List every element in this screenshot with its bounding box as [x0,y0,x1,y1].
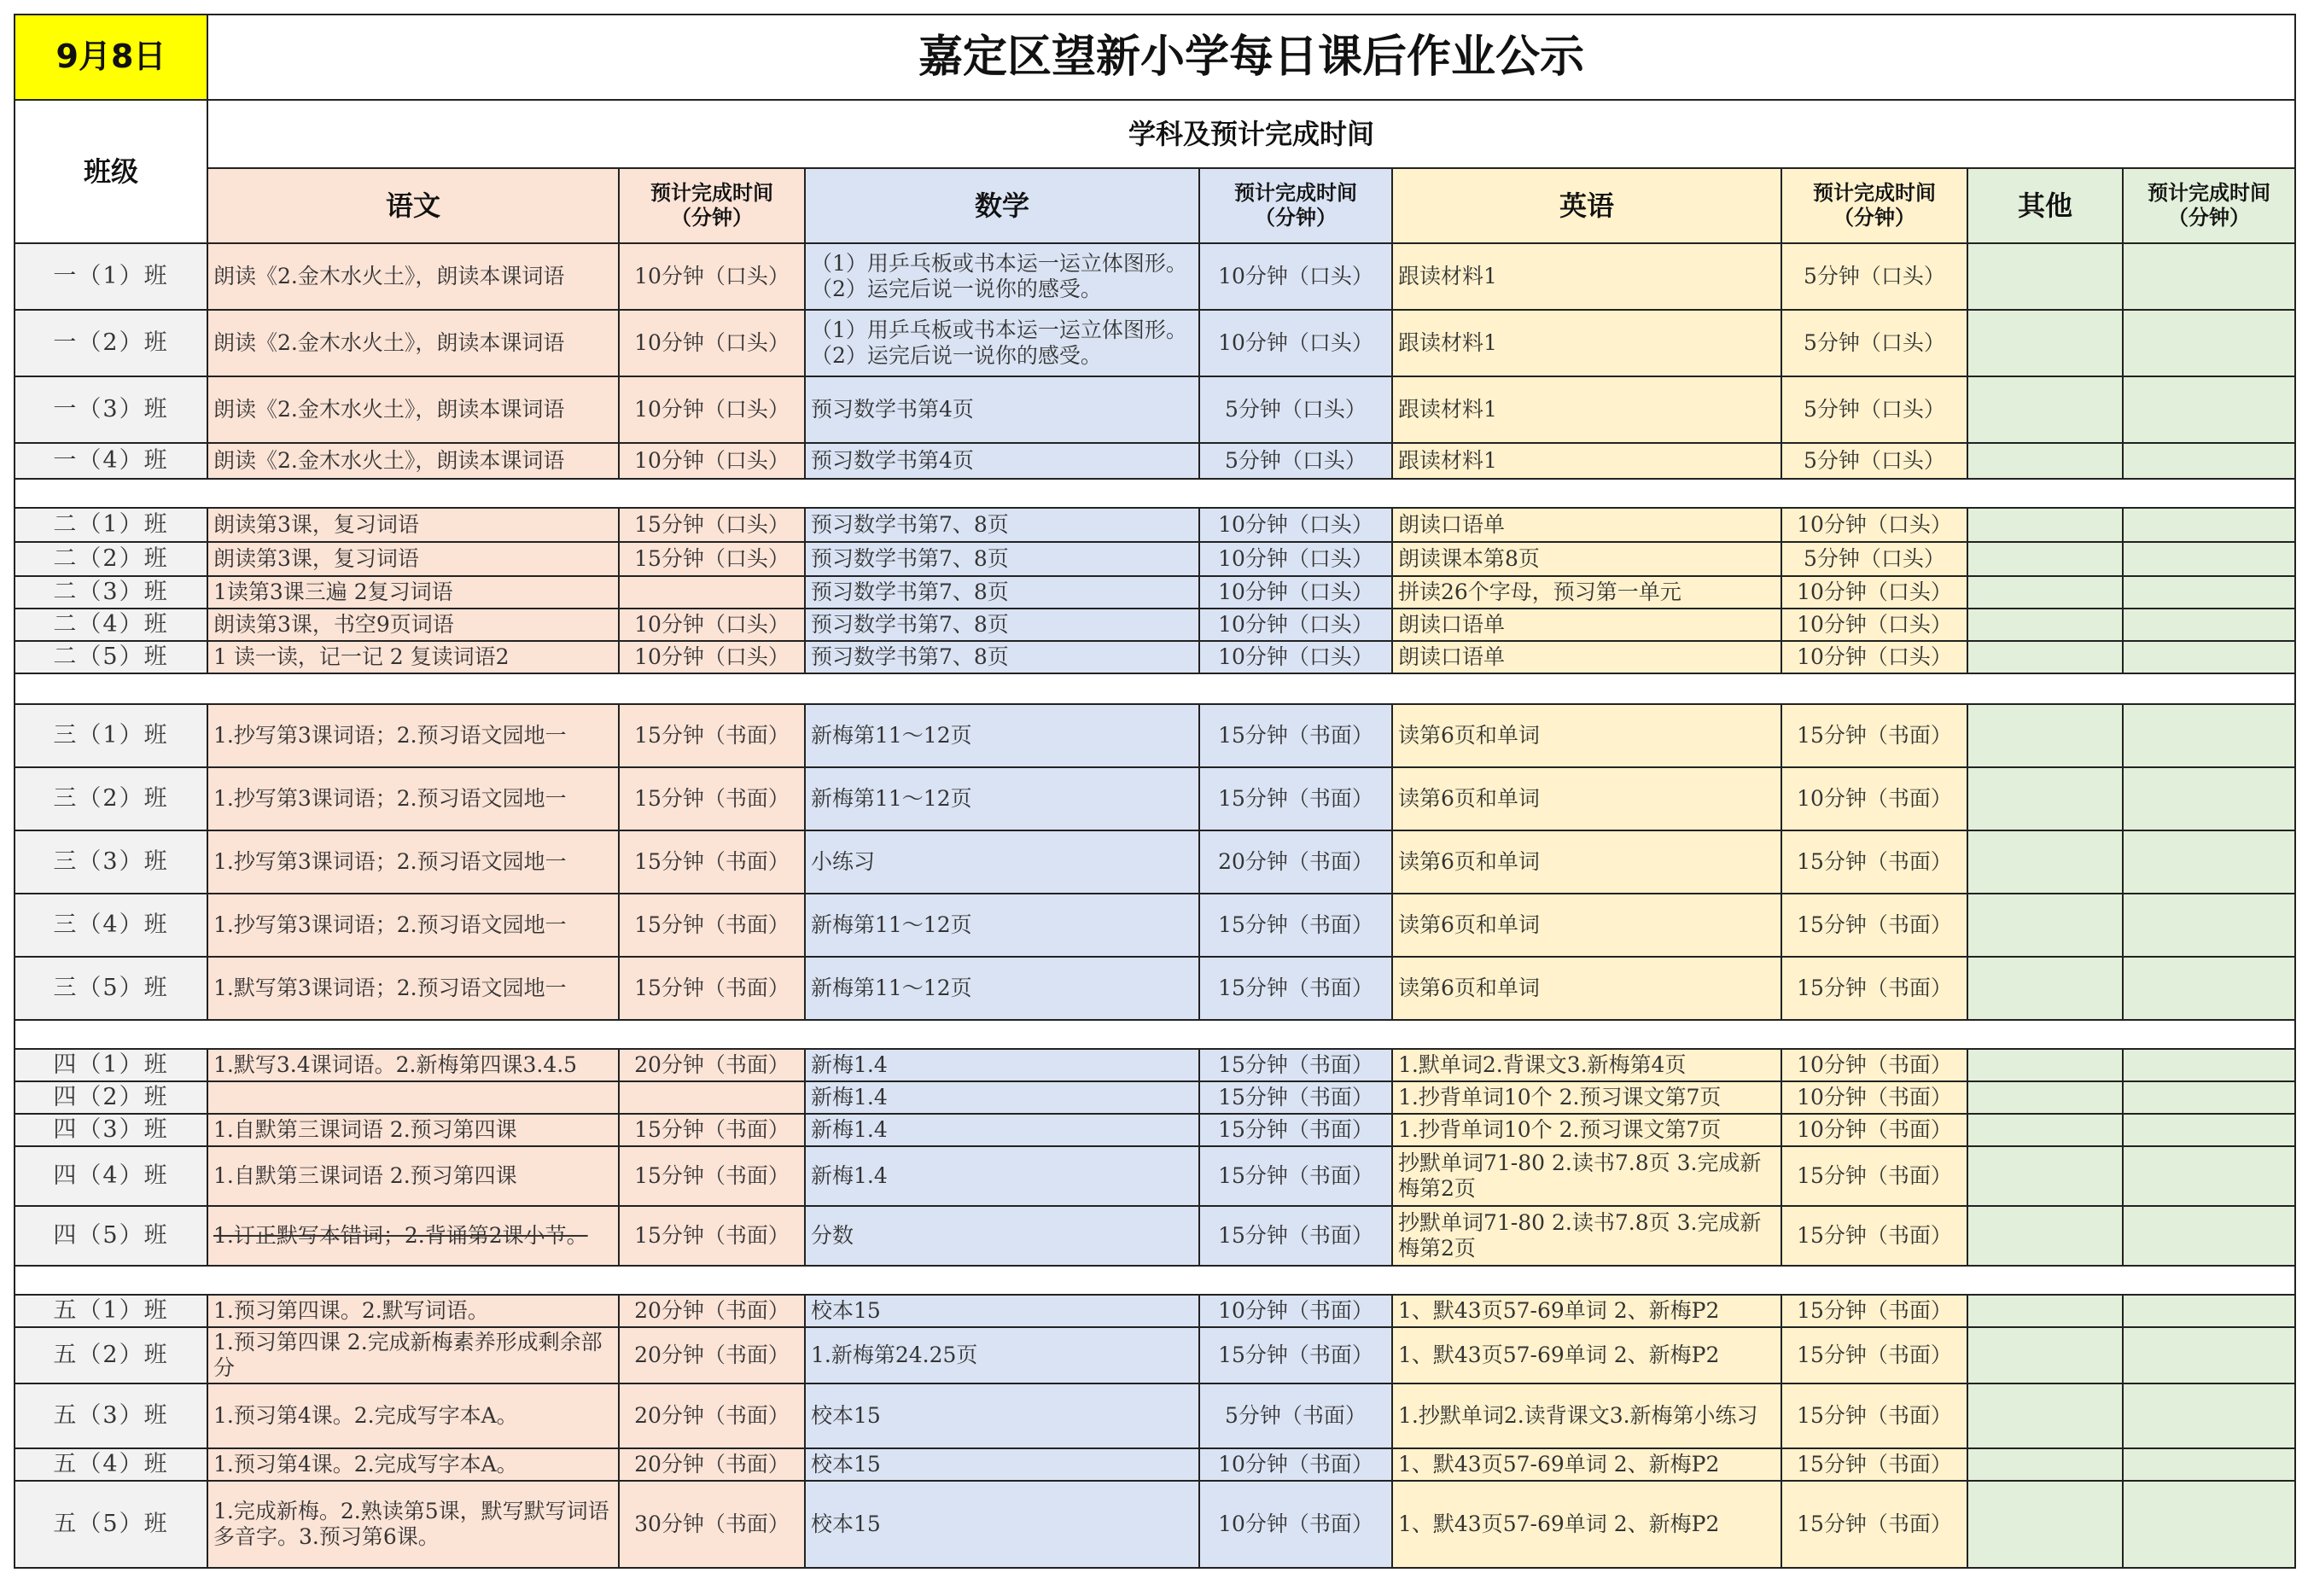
math-task-cell: 新梅1.4 [805,1049,1199,1081]
english-task-cell: 读第6页和单词 [1392,830,1781,894]
class-cell: 三（5）班 [15,957,207,1020]
other-task-cell [1967,1383,2123,1448]
math-time-cell: 15分钟（书面） [1199,767,1392,830]
other-header: 其他 [1967,168,2123,243]
grade-separator [15,673,2295,704]
chinese-task-cell: 朗读《2.金木水火土》，朗读本课词语 [207,376,619,443]
chinese-time-cell: 15分钟（书面） [619,894,805,957]
other-task-cell [1967,1146,2123,1206]
english-time-cell: 10分钟（口头） [1781,508,1967,542]
math-task-cell: 预习数学书第7、8页 [805,641,1199,673]
class-cell: 三（4）班 [15,894,207,957]
chinese-time-cell: 10分钟（口头） [619,310,805,376]
table-row [15,1049,2295,1081]
math-task-cell: 新梅1.4 [805,1146,1199,1206]
chinese-time-cell: 15分钟（书面） [619,1206,805,1266]
math-task-cell: 小练习 [805,830,1199,894]
math-time-cell: 5分钟（书面） [1199,1383,1392,1448]
class-cell: 三（2）班 [15,767,207,830]
other-time-cell [2123,1206,2295,1266]
chinese-task-cell: 1.预习第4课。2.完成写字本A。 [207,1383,619,1448]
english-task-cell: 跟读材料1 [1392,243,1781,310]
english-time-cell: 15分钟（书面） [1781,1146,1967,1206]
chinese-task-cell: 朗读第3课，书空9页词语 [207,609,619,641]
table-row [15,830,2295,894]
table-row [15,1114,2295,1146]
chinese-time-cell: 15分钟（口头） [619,542,805,576]
class-cell: 三（3）班 [15,830,207,894]
table-row [15,894,2295,957]
other-task-cell [1967,894,2123,957]
table-row [15,542,2295,576]
chinese-time-cell: 10分钟（口头） [619,443,805,479]
other-time-cell [2123,1081,2295,1114]
english-time-cell: 10分钟（书面） [1781,767,1967,830]
chinese-task-cell: 朗读《2.金木水火土》，朗读本课词语 [207,310,619,376]
other-task-cell [1967,508,2123,542]
english-task-cell: 读第6页和单词 [1392,767,1781,830]
class-cell: 三（1）班 [15,704,207,767]
other-time-cell [2123,243,2295,310]
math-time-cell: 10分钟（口头） [1199,576,1392,609]
english-time-header [1781,168,1967,243]
math-task-cell: 新梅1.4 [805,1114,1199,1146]
time-label: 预计完成时间 [650,181,773,206]
english-time-cell: 15分钟（书面） [1781,1481,1967,1568]
table-row [15,1146,2295,1206]
math-task-cell: （1）用乒乓板或书本运一运立体图形。（2）运完后说一说你的感受。 [805,310,1199,376]
chinese-task-cell: 1.预习第四课。2.默写词语。 [207,1295,619,1327]
english-task-cell: 跟读材料1 [1392,310,1781,376]
other-task-cell [1967,576,2123,609]
other-time-cell [2123,1327,2295,1383]
chinese-task-cell: 1.抄写第3课词语；2.预习语文园地一 [207,704,619,767]
page-title: 嘉定区望新小学每日课后作业公示 [207,15,2295,100]
other-time-cell [2123,443,2295,479]
homework-table [14,14,2296,1569]
english-task-cell: 1.抄默单词2.读背课文3.新梅第小练习 [1392,1383,1781,1448]
date-cell: 9月8日 [15,15,207,100]
math-time-cell: 10分钟（书面） [1199,1448,1392,1481]
time-label: 预计完成时间 [1234,181,1357,206]
other-task-cell [1967,609,2123,641]
class-cell: 五（1）班 [15,1295,207,1327]
english-time-cell: 10分钟（书面） [1781,1114,1967,1146]
math-time-cell: 15分钟（书面） [1199,1049,1392,1081]
table-row [15,767,2295,830]
other-time-cell [2123,830,2295,894]
math-time-cell: 10分钟（书面） [1199,1295,1392,1327]
chinese-time-cell: 15分钟（书面） [619,830,805,894]
time-label: 预计完成时间 [1813,181,1936,206]
english-time-cell: 5分钟（口头） [1781,243,1967,310]
english-time-cell: 10分钟（书面） [1781,1081,1967,1114]
table-row [15,609,2295,641]
english-task-cell: 朗读课本第8页 [1392,542,1781,576]
table-row [15,1295,2295,1327]
other-task-cell [1967,1081,2123,1114]
chinese-task-cell: 1.抄写第3课词语；2.预习语文园地一 [207,894,619,957]
other-task-cell [1967,1327,2123,1383]
english-time-cell: 15分钟（书面） [1781,1295,1967,1327]
class-cell: 二（1）班 [15,508,207,542]
math-task-cell: 预习数学书第7、8页 [805,508,1199,542]
other-task-cell [1967,443,2123,479]
class-cell: 二（5）班 [15,641,207,673]
chinese-time-cell: 10分钟（口头） [619,609,805,641]
math-time-cell: 10分钟（口头） [1199,609,1392,641]
other-time-cell [2123,1481,2295,1568]
english-task-cell: 1、默43页57-69单词 2、新梅P2 [1392,1295,1781,1327]
time-unit: （分钟） [1255,206,1337,230]
math-task-cell: 新梅1.4 [805,1081,1199,1114]
math-time-cell: 15分钟（书面） [1199,1081,1392,1114]
chinese-task-cell [207,1081,619,1114]
other-task-cell [1967,957,2123,1020]
math-task-cell: 校本15 [805,1295,1199,1327]
class-cell: 五（3）班 [15,1383,207,1448]
chinese-time-cell [619,1081,805,1114]
table-row [15,1327,2295,1383]
math-task-cell: 预习数学书第7、8页 [805,576,1199,609]
chinese-task-cell: 1.完成新梅。2.熟读第5课，默写默写词语多音字。3.预习第6课。 [207,1481,619,1568]
math-time-cell: 15分钟（书面） [1199,1206,1392,1266]
chinese-time-cell: 10分钟（口头） [619,641,805,673]
table-row [15,443,2295,479]
other-time-cell [2123,641,2295,673]
class-cell: 五（5）班 [15,1481,207,1568]
chinese-time-cell: 30分钟（书面） [619,1481,805,1568]
english-task-cell: 1.抄背单词10个 2.预习课文第7页 [1392,1081,1781,1114]
english-task-cell: 读第6页和单词 [1392,704,1781,767]
other-task-cell [1967,767,2123,830]
other-task-cell [1967,1481,2123,1568]
class-header: 班级 [15,100,207,243]
english-time-cell: 15分钟（书面） [1781,1448,1967,1481]
english-task-cell: 1、默43页57-69单词 2、新梅P2 [1392,1481,1781,1568]
class-cell: 一（4）班 [15,443,207,479]
time-unit: （分钟） [1833,206,1915,230]
class-cell: 二（2）班 [15,542,207,576]
chinese-task-cell: 朗读《2.金木水火土》，朗读本课词语 [207,243,619,310]
english-time-cell: 5分钟（口头） [1781,542,1967,576]
other-time-header [2123,168,2295,243]
english-time-cell: 15分钟（书面） [1781,894,1967,957]
english-time-cell: 15分钟（书面） [1781,830,1967,894]
english-time-cell: 15分钟（书面） [1781,957,1967,1020]
class-cell: 五（2）班 [15,1327,207,1383]
math-time-cell: 15分钟（书面） [1199,957,1392,1020]
table-row [15,1206,2295,1266]
english-task-cell: 朗读口语单 [1392,609,1781,641]
math-task-cell: 预习数学书第4页 [805,443,1199,479]
chinese-time-cell: 15分钟（书面） [619,1114,805,1146]
table-row [15,243,2295,310]
math-time-cell: 20分钟（书面） [1199,830,1392,894]
english-time-cell: 10分钟（口头） [1781,576,1967,609]
other-time-cell [2123,1295,2295,1327]
class-cell: 二（4）班 [15,609,207,641]
other-task-cell [1967,542,2123,576]
math-task-cell: 预习数学书第4页 [805,376,1199,443]
english-task-cell: 抄默单词71-80 2.读书7.8页 3.完成新梅第2页 [1392,1206,1781,1266]
class-cell: 四（3）班 [15,1114,207,1146]
math-time-cell: 10分钟（口头） [1199,310,1392,376]
math-task-cell: 预习数学书第7、8页 [805,609,1199,641]
chinese-time-cell [619,576,805,609]
chinese-time-cell: 10分钟（口头） [619,243,805,310]
math-task-cell: 校本15 [805,1448,1199,1481]
table-row [15,704,2295,767]
time-label: 预计完成时间 [2148,181,2270,206]
other-task-cell [1967,310,2123,376]
math-time-cell: 10分钟（口头） [1199,641,1392,673]
chinese-time-cell: 15分钟（口头） [619,508,805,542]
other-time-cell [2123,767,2295,830]
other-task-cell [1967,641,2123,673]
chinese-time-header [619,168,805,243]
grade-separator [15,1020,2295,1049]
chinese-time-cell: 15分钟（书面） [619,1146,805,1206]
class-cell: 一（1）班 [15,243,207,310]
english-time-cell: 10分钟（口头） [1781,609,1967,641]
english-task-cell: 1.默单词2.背课文3.新梅第4页 [1392,1049,1781,1081]
math-time-cell: 5分钟（口头） [1199,376,1392,443]
time-unit: （分钟） [671,206,753,230]
chinese-task-cell: 1.预习第4课。2.完成写字本A。 [207,1448,619,1481]
other-task-cell [1967,1295,2123,1327]
other-time-cell [2123,508,2295,542]
math-time-cell: 15分钟（书面） [1199,894,1392,957]
chinese-time-cell: 15分钟（书面） [619,957,805,1020]
other-task-cell [1967,704,2123,767]
chinese-header: 语文 [207,168,619,243]
english-task-cell: 朗读口语单 [1392,508,1781,542]
english-time-cell: 15分钟（书面） [1781,704,1967,767]
other-task-cell [1967,1114,2123,1146]
other-time-cell [2123,376,2295,443]
math-task-cell: 新梅第11～12页 [805,894,1199,957]
chinese-task-cell: 朗读第3课，复习词语 [207,542,619,576]
math-task-cell: 校本15 [805,1383,1199,1448]
math-time-cell: 15分钟（书面） [1199,1114,1392,1146]
math-time-cell: 15分钟（书面） [1199,1146,1392,1206]
english-task-cell: 朗读口语单 [1392,641,1781,673]
chinese-task-cell: 1.抄写第3课词语；2.预习语文园地一 [207,830,619,894]
other-task-cell [1967,243,2123,310]
english-task-cell: 跟读材料1 [1392,443,1781,479]
chinese-task-cell: 1.自默第三课词语 2.预习第四课 [207,1146,619,1206]
english-task-cell: 跟读材料1 [1392,376,1781,443]
english-time-cell: 5分钟（口头） [1781,443,1967,479]
math-time-cell: 15分钟（书面） [1199,1327,1392,1383]
chinese-task-cell: 1.自默第三课词语 2.预习第四课 [207,1114,619,1146]
math-task-cell: 新梅第11～12页 [805,957,1199,1020]
class-cell: 四（4）班 [15,1146,207,1206]
chinese-time-cell: 20分钟（书面） [619,1295,805,1327]
chinese-task-cell: 1读第3课三遍 2复习词语 [207,576,619,609]
class-cell: 二（3）班 [15,576,207,609]
table-row [15,376,2295,443]
other-time-cell [2123,1049,2295,1081]
class-cell: 四（2）班 [15,1081,207,1114]
class-cell: 一（3）班 [15,376,207,443]
other-time-cell [2123,310,2295,376]
chinese-task-cell: 朗读第3课，复习词语 [207,508,619,542]
english-task-cell: 拼读26个字母，预习第一单元 [1392,576,1781,609]
other-time-cell [2123,1448,2295,1481]
table-row [15,1081,2295,1114]
class-cell: 四（5）班 [15,1206,207,1266]
english-task-cell: 读第6页和单词 [1392,957,1781,1020]
english-time-cell: 5分钟（口头） [1781,376,1967,443]
other-time-cell [2123,894,2295,957]
math-task-cell: 分数 [805,1206,1199,1266]
table-row [15,641,2295,673]
other-time-cell [2123,1114,2295,1146]
class-cell: 四（1）班 [15,1049,207,1081]
table-row [15,310,2295,376]
english-task-cell: 1、默43页57-69单词 2、新梅P2 [1392,1448,1781,1481]
math-task-cell: 校本15 [805,1481,1199,1568]
class-cell: 一（2）班 [15,310,207,376]
subjects-header: 学科及预计完成时间 [207,100,2295,168]
chinese-time-cell: 20分钟（书面） [619,1327,805,1383]
chinese-task-cell: 朗读《2.金木水火土》，朗读本课词语 [207,443,619,479]
chinese-time-cell: 15分钟（书面） [619,767,805,830]
chinese-task-cell: 1.订正默写本错词；2.背诵第2课小节。 [207,1206,619,1266]
english-time-cell: 10分钟（口头） [1781,641,1967,673]
english-task-cell: 1、默43页57-69单词 2、新梅P2 [1392,1327,1781,1383]
math-time-cell: 15分钟（书面） [1199,704,1392,767]
english-time-cell: 10分钟（书面） [1781,1049,1967,1081]
math-time-cell: 10分钟（口头） [1199,243,1392,310]
math-time-cell: 10分钟（书面） [1199,1481,1392,1568]
chinese-time-cell: 10分钟（口头） [619,376,805,443]
math-task-cell: 新梅第11～12页 [805,704,1199,767]
chinese-time-cell: 20分钟（书面） [619,1049,805,1081]
chinese-time-cell: 20分钟（书面） [619,1448,805,1481]
math-time-cell: 10分钟（口头） [1199,508,1392,542]
table-row [15,1448,2295,1481]
time-unit: （分钟） [2168,206,2250,230]
grade-separator [15,1266,2295,1295]
table-row [15,508,2295,542]
chinese-task-cell: 1.预习第四课 2.完成新梅素养形成剩余部分 [207,1327,619,1383]
english-time-cell: 5分钟（口头） [1781,310,1967,376]
math-task-cell: 预习数学书第7、8页 [805,542,1199,576]
other-time-cell [2123,609,2295,641]
math-time-cell: 10分钟（口头） [1199,542,1392,576]
chinese-time-cell: 20分钟（书面） [619,1383,805,1448]
chinese-task-cell: 1.抄写第3课词语；2.预习语文园地一 [207,767,619,830]
table-row [15,957,2295,1020]
table-row [15,1481,2295,1568]
table-row [15,1383,2295,1448]
english-task-cell: 1.抄背单词10个 2.预习课文第7页 [1392,1114,1781,1146]
chinese-time-cell: 15分钟（书面） [619,704,805,767]
english-time-cell: 15分钟（书面） [1781,1206,1967,1266]
other-task-cell [1967,376,2123,443]
math-task-cell: （1）用乒乓板或书本运一运立体图形。（2）运完后说一说你的感受。 [805,243,1199,310]
math-task-cell: 新梅第11～12页 [805,767,1199,830]
grade-separator [15,479,2295,508]
class-cell: 五（4）班 [15,1448,207,1481]
chinese-task-cell: 1.默写第3课词语；2.预习语文园地一 [207,957,619,1020]
other-time-cell [2123,576,2295,609]
english-task-cell: 抄默单词71-80 2.读书7.8页 3.完成新梅第2页 [1392,1146,1781,1206]
other-time-cell [2123,957,2295,1020]
other-task-cell [1967,830,2123,894]
other-time-cell [2123,704,2295,767]
other-time-cell [2123,542,2295,576]
other-time-cell [2123,1383,2295,1448]
english-time-cell: 15分钟（书面） [1781,1383,1967,1448]
english-task-cell: 读第6页和单词 [1392,894,1781,957]
other-task-cell [1967,1049,2123,1081]
english-time-cell: 15分钟（书面） [1781,1327,1967,1383]
other-task-cell [1967,1206,2123,1266]
math-task-cell: 1.新梅第24.25页 [805,1327,1199,1383]
chinese-task-cell: 1 读一读，记一记 2 复读词语2 [207,641,619,673]
chinese-task-cell: 1.默写3.4课词语。2.新梅第四课3.4.5 [207,1049,619,1081]
english-header: 英语 [1392,168,1781,243]
other-time-cell [2123,1146,2295,1206]
other-task-cell [1967,1448,2123,1481]
math-header: 数学 [805,168,1199,243]
math-time-cell: 5分钟（口头） [1199,443,1392,479]
math-time-header [1199,168,1392,243]
table-row [15,576,2295,609]
